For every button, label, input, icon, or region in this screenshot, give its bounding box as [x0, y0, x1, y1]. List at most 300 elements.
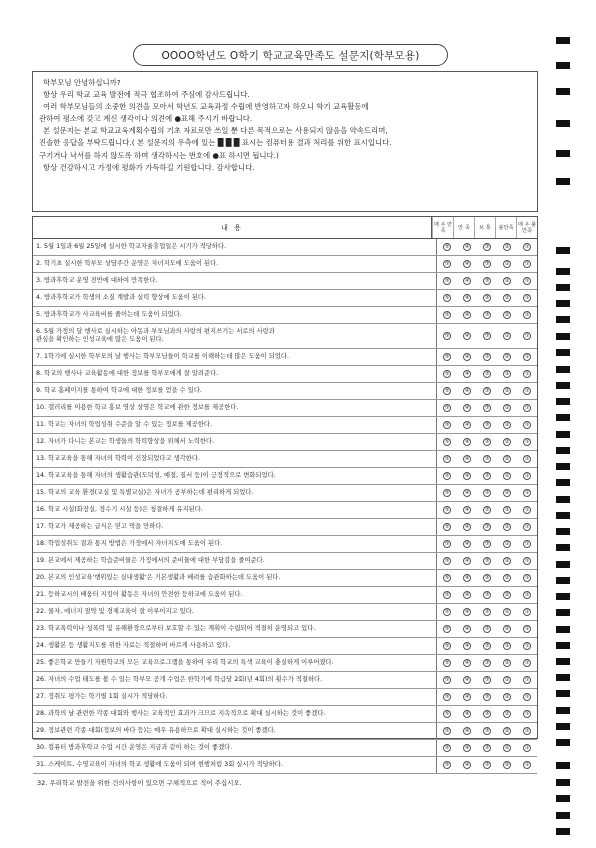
answer-circle[interactable]: ②	[504, 422, 510, 428]
answer-circle[interactable]: ④	[464, 388, 470, 394]
answer-circle[interactable]: ①	[524, 439, 530, 445]
answer-circle[interactable]: ③	[484, 694, 490, 700]
answer-circle[interactable]: ④	[464, 643, 470, 649]
answer-circle[interactable]: ⑤	[444, 660, 450, 666]
answer-circle[interactable]: ②	[504, 558, 510, 564]
answer-circle[interactable]: ①	[524, 541, 530, 547]
answer-circle[interactable]: ①	[524, 524, 530, 530]
answer-circle[interactable]: ⑤	[444, 507, 450, 513]
answer-option[interactable]	[457, 519, 477, 535]
answer-option[interactable]	[437, 672, 457, 688]
answer-circle[interactable]: ④	[464, 490, 470, 496]
answer-circle[interactable]: ④	[464, 660, 470, 666]
answer-circle[interactable]: ②	[504, 354, 510, 360]
answer-circle[interactable]: ②	[504, 660, 510, 666]
answer-option[interactable]	[517, 519, 537, 535]
answer-circle[interactable]: ③	[484, 745, 490, 751]
answer-option[interactable]	[477, 587, 497, 603]
answer-circle[interactable]: ③	[484, 312, 490, 318]
answer-option[interactable]	[517, 621, 537, 637]
answer-option[interactable]	[477, 451, 497, 467]
answer-option[interactable]	[497, 621, 517, 637]
answer-option[interactable]	[437, 570, 457, 586]
answer-circle[interactable]: ⑤	[444, 490, 450, 496]
answer-circle[interactable]: ①	[524, 575, 530, 581]
answer-circle[interactable]: ①	[524, 762, 530, 768]
answer-option[interactable]	[477, 273, 497, 289]
answer-option[interactable]	[437, 383, 457, 399]
answer-circle[interactable]: ②	[504, 490, 510, 496]
answer-option[interactable]	[477, 417, 497, 433]
answer-option[interactable]	[497, 366, 517, 382]
answer-option[interactable]	[517, 324, 537, 348]
answer-option[interactable]	[517, 757, 537, 773]
answer-option[interactable]	[517, 740, 537, 756]
answer-option[interactable]	[437, 239, 457, 255]
answer-option[interactable]	[497, 400, 517, 416]
answer-circle[interactable]: ④	[464, 609, 470, 615]
answer-circle[interactable]: ④	[464, 558, 470, 564]
answer-option[interactable]	[437, 434, 457, 450]
answer-circle[interactable]: ⑤	[444, 261, 450, 267]
answer-circle[interactable]: ①	[524, 405, 530, 411]
answer-circle[interactable]: ③	[484, 677, 490, 683]
answer-option[interactable]	[497, 536, 517, 552]
answer-option[interactable]	[477, 349, 497, 365]
answer-option[interactable]	[517, 273, 537, 289]
answer-circle[interactable]: ④	[464, 677, 470, 683]
answer-circle[interactable]: ④	[464, 439, 470, 445]
answer-option[interactable]	[437, 689, 457, 705]
answer-circle[interactable]: ①	[524, 278, 530, 284]
answer-option[interactable]	[517, 434, 537, 450]
answer-option[interactable]	[517, 239, 537, 255]
answer-circle[interactable]: ⑤	[444, 278, 450, 284]
answer-circle[interactable]: ⑤	[444, 745, 450, 751]
answer-circle[interactable]: ②	[504, 728, 510, 734]
answer-option[interactable]	[477, 689, 497, 705]
answer-option[interactable]	[517, 400, 537, 416]
answer-option[interactable]	[517, 256, 537, 272]
answer-option[interactable]	[497, 553, 517, 569]
answer-circle[interactable]: ②	[504, 626, 510, 632]
answer-option[interactable]	[477, 655, 497, 671]
answer-option[interactable]	[457, 383, 477, 399]
answer-option[interactable]	[457, 307, 477, 323]
answer-option[interactable]	[457, 706, 477, 722]
answer-circle[interactable]: ③	[484, 609, 490, 615]
answer-circle[interactable]: ④	[464, 261, 470, 267]
answer-circle[interactable]: ①	[524, 711, 530, 717]
answer-circle[interactable]: ②	[504, 312, 510, 318]
answer-circle[interactable]: ⑤	[444, 592, 450, 598]
answer-option[interactable]	[497, 468, 517, 484]
answer-circle[interactable]: ②	[504, 762, 510, 768]
answer-circle[interactable]: ④	[464, 728, 470, 734]
answer-circle[interactable]: ③	[484, 388, 490, 394]
answer-circle[interactable]: ①	[524, 694, 530, 700]
answer-circle[interactable]: ⑤	[444, 388, 450, 394]
answer-option[interactable]	[497, 638, 517, 654]
answer-option[interactable]	[497, 502, 517, 518]
answer-option[interactable]	[437, 553, 457, 569]
answer-option[interactable]	[497, 273, 517, 289]
answer-option[interactable]	[517, 502, 537, 518]
answer-circle[interactable]: ⑤	[444, 626, 450, 632]
answer-circle[interactable]: ⑤	[444, 694, 450, 700]
answer-option[interactable]	[457, 273, 477, 289]
answer-circle[interactable]: ③	[484, 728, 490, 734]
answer-circle[interactable]: ⑤	[444, 677, 450, 683]
answer-circle[interactable]: ②	[504, 405, 510, 411]
answer-option[interactable]	[517, 706, 537, 722]
answer-circle[interactable]: ④	[464, 473, 470, 479]
answer-option[interactable]	[437, 290, 457, 306]
answer-option[interactable]	[437, 468, 457, 484]
answer-circle[interactable]: ④	[464, 422, 470, 428]
answer-option[interactable]	[437, 621, 457, 637]
answer-option[interactable]	[477, 290, 497, 306]
answer-option[interactable]	[497, 587, 517, 603]
answer-option[interactable]	[517, 655, 537, 671]
answer-circle[interactable]: ⑤	[444, 541, 450, 547]
answer-circle[interactable]: ②	[504, 333, 510, 339]
answer-circle[interactable]: ③	[484, 762, 490, 768]
answer-circle[interactable]: ⑤	[444, 295, 450, 301]
answer-option[interactable]	[477, 383, 497, 399]
answer-circle[interactable]: ③	[484, 660, 490, 666]
answer-circle[interactable]: ①	[524, 609, 530, 615]
answer-option[interactable]	[477, 621, 497, 637]
answer-option[interactable]	[497, 706, 517, 722]
answer-circle[interactable]: ②	[504, 677, 510, 683]
answer-option[interactable]	[437, 451, 457, 467]
answer-option[interactable]	[437, 655, 457, 671]
answer-option[interactable]	[437, 502, 457, 518]
answer-circle[interactable]: ①	[524, 558, 530, 564]
answer-option[interactable]	[457, 621, 477, 637]
answer-circle[interactable]: ③	[484, 439, 490, 445]
answer-circle[interactable]: ⑤	[444, 439, 450, 445]
answer-option[interactable]	[477, 519, 497, 535]
answer-circle[interactable]: ③	[484, 490, 490, 496]
answer-option[interactable]	[497, 256, 517, 272]
answer-circle[interactable]: ①	[524, 660, 530, 666]
answer-option[interactable]	[437, 706, 457, 722]
answer-option[interactable]	[517, 417, 537, 433]
answer-circle[interactable]: ①	[524, 456, 530, 462]
answer-option[interactable]	[517, 383, 537, 399]
answer-circle[interactable]: ④	[464, 745, 470, 751]
answer-option[interactable]	[497, 451, 517, 467]
answer-circle[interactable]: ①	[524, 473, 530, 479]
answer-circle[interactable]: ①	[524, 592, 530, 598]
answer-circle[interactable]: ①	[524, 507, 530, 513]
answer-circle[interactable]: ④	[464, 244, 470, 250]
answer-circle[interactable]: ②	[504, 371, 510, 377]
answer-circle[interactable]: ①	[524, 295, 530, 301]
answer-option[interactable]	[497, 307, 517, 323]
answer-option[interactable]	[517, 485, 537, 501]
answer-option[interactable]	[477, 324, 497, 348]
answer-option[interactable]	[457, 451, 477, 467]
answer-option[interactable]	[477, 366, 497, 382]
answer-circle[interactable]: ①	[524, 422, 530, 428]
answer-option[interactable]	[517, 689, 537, 705]
answer-circle[interactable]: ③	[484, 626, 490, 632]
answer-circle[interactable]: ②	[504, 261, 510, 267]
answer-option[interactable]	[517, 553, 537, 569]
answer-circle[interactable]: ①	[524, 388, 530, 394]
answer-circle[interactable]: ③	[484, 711, 490, 717]
answer-circle[interactable]: ④	[464, 371, 470, 377]
answer-circle[interactable]: ⑤	[444, 473, 450, 479]
answer-circle[interactable]: ④	[464, 333, 470, 339]
answer-circle[interactable]: ④	[464, 405, 470, 411]
answer-option[interactable]	[457, 638, 477, 654]
answer-circle[interactable]: ④	[464, 507, 470, 513]
answer-circle[interactable]: ②	[504, 278, 510, 284]
answer-circle[interactable]: ④	[464, 524, 470, 530]
answer-circle[interactable]: ①	[524, 371, 530, 377]
answer-circle[interactable]: ⑤	[444, 312, 450, 318]
answer-option[interactable]	[517, 307, 537, 323]
answer-circle[interactable]: ①	[524, 244, 530, 250]
answer-option[interactable]	[457, 366, 477, 382]
answer-circle[interactable]: ②	[504, 524, 510, 530]
answer-option[interactable]	[437, 400, 457, 416]
answer-circle[interactable]: ①	[524, 312, 530, 318]
answer-option[interactable]	[437, 740, 457, 756]
answer-option[interactable]	[497, 689, 517, 705]
answer-circle[interactable]: ③	[484, 422, 490, 428]
answer-option[interactable]	[457, 256, 477, 272]
answer-option[interactable]	[477, 553, 497, 569]
answer-option[interactable]	[517, 638, 537, 654]
answer-option[interactable]	[457, 689, 477, 705]
answer-option[interactable]	[517, 451, 537, 467]
answer-option[interactable]	[497, 324, 517, 348]
answer-option[interactable]	[437, 638, 457, 654]
answer-option[interactable]	[497, 604, 517, 620]
answer-option[interactable]	[517, 587, 537, 603]
answer-option[interactable]	[477, 638, 497, 654]
answer-option[interactable]	[497, 757, 517, 773]
answer-circle[interactable]: ③	[484, 261, 490, 267]
answer-option[interactable]	[477, 570, 497, 586]
answer-option[interactable]	[457, 655, 477, 671]
answer-circle[interactable]: ②	[504, 575, 510, 581]
answer-circle[interactable]: ⑤	[444, 643, 450, 649]
answer-circle[interactable]: ④	[464, 711, 470, 717]
answer-option[interactable]	[517, 290, 537, 306]
answer-option[interactable]	[457, 468, 477, 484]
answer-circle[interactable]: ⑤	[444, 524, 450, 530]
answer-circle[interactable]: ②	[504, 694, 510, 700]
answer-circle[interactable]: ②	[504, 473, 510, 479]
answer-circle[interactable]: ⑤	[444, 354, 450, 360]
answer-option[interactable]	[477, 256, 497, 272]
answer-option[interactable]	[517, 570, 537, 586]
answer-option[interactable]	[477, 723, 497, 739]
answer-circle[interactable]: ②	[504, 745, 510, 751]
answer-circle[interactable]: ③	[484, 558, 490, 564]
answer-circle[interactable]: ③	[484, 295, 490, 301]
answer-circle[interactable]: ②	[504, 541, 510, 547]
answer-option[interactable]	[497, 417, 517, 433]
answer-option[interactable]	[497, 485, 517, 501]
answer-circle[interactable]: ③	[484, 541, 490, 547]
answer-circle[interactable]: ⑤	[444, 558, 450, 564]
answer-circle[interactable]: ③	[484, 405, 490, 411]
answer-option[interactable]	[477, 485, 497, 501]
answer-option[interactable]	[477, 502, 497, 518]
answer-circle[interactable]: ⑤	[444, 333, 450, 339]
answer-option[interactable]	[517, 366, 537, 382]
answer-circle[interactable]: ②	[504, 643, 510, 649]
answer-option[interactable]	[477, 468, 497, 484]
answer-option[interactable]	[457, 570, 477, 586]
answer-option[interactable]	[457, 536, 477, 552]
answer-option[interactable]	[497, 672, 517, 688]
answer-option[interactable]	[457, 485, 477, 501]
answer-circle[interactable]: ④	[464, 575, 470, 581]
answer-option[interactable]	[477, 400, 497, 416]
answer-option[interactable]	[497, 434, 517, 450]
answer-option[interactable]	[477, 740, 497, 756]
answer-circle[interactable]: ①	[524, 643, 530, 649]
answer-circle[interactable]: ②	[504, 388, 510, 394]
answer-option[interactable]	[437, 273, 457, 289]
answer-option[interactable]	[477, 307, 497, 323]
answer-option[interactable]	[497, 349, 517, 365]
answer-circle[interactable]: ②	[504, 439, 510, 445]
answer-option[interactable]	[457, 417, 477, 433]
answer-option[interactable]	[477, 239, 497, 255]
answer-circle[interactable]: ④	[464, 354, 470, 360]
answer-circle[interactable]: ④	[464, 762, 470, 768]
answer-circle[interactable]: ③	[484, 278, 490, 284]
answer-option[interactable]	[437, 324, 457, 348]
answer-circle[interactable]: ④	[464, 626, 470, 632]
answer-option[interactable]	[497, 723, 517, 739]
answer-option[interactable]	[457, 723, 477, 739]
answer-circle[interactable]: ②	[504, 507, 510, 513]
answer-option[interactable]	[517, 723, 537, 739]
answer-circle[interactable]: ②	[504, 592, 510, 598]
answer-circle[interactable]: ②	[504, 711, 510, 717]
answer-option[interactable]	[497, 655, 517, 671]
answer-option[interactable]	[497, 239, 517, 255]
answer-option[interactable]	[437, 485, 457, 501]
answer-option[interactable]	[497, 740, 517, 756]
answer-circle[interactable]: ①	[524, 626, 530, 632]
answer-option[interactable]	[457, 324, 477, 348]
answer-circle[interactable]: ③	[484, 354, 490, 360]
answer-option[interactable]	[477, 672, 497, 688]
answer-circle[interactable]: ①	[524, 333, 530, 339]
answer-circle[interactable]: ③	[484, 371, 490, 377]
answer-option[interactable]	[477, 757, 497, 773]
answer-circle[interactable]: ⑤	[444, 762, 450, 768]
answer-option[interactable]	[457, 349, 477, 365]
answer-circle[interactable]: ③	[484, 473, 490, 479]
answer-circle[interactable]: ②	[504, 456, 510, 462]
answer-option[interactable]	[437, 349, 457, 365]
answer-circle[interactable]: ⑤	[444, 609, 450, 615]
answer-circle[interactable]: ③	[484, 592, 490, 598]
answer-option[interactable]	[497, 383, 517, 399]
answer-option[interactable]	[457, 604, 477, 620]
answer-circle[interactable]: ⑤	[444, 371, 450, 377]
answer-option[interactable]	[497, 519, 517, 535]
answer-option[interactable]	[437, 256, 457, 272]
answer-circle[interactable]: ④	[464, 312, 470, 318]
answer-option[interactable]	[437, 417, 457, 433]
answer-circle[interactable]: ④	[464, 592, 470, 598]
answer-option[interactable]	[437, 604, 457, 620]
answer-option[interactable]	[477, 604, 497, 620]
answer-option[interactable]	[477, 434, 497, 450]
answer-option[interactable]	[437, 757, 457, 773]
answer-option[interactable]	[497, 290, 517, 306]
answer-circle[interactable]: ①	[524, 728, 530, 734]
answer-circle[interactable]: ③	[484, 456, 490, 462]
answer-circle[interactable]: ⑤	[444, 422, 450, 428]
answer-circle[interactable]: ④	[464, 278, 470, 284]
answer-circle[interactable]: ⑤	[444, 575, 450, 581]
answer-option[interactable]	[477, 706, 497, 722]
answer-option[interactable]	[457, 400, 477, 416]
answer-circle[interactable]: ③	[484, 643, 490, 649]
answer-option[interactable]	[457, 553, 477, 569]
answer-option[interactable]	[457, 502, 477, 518]
answer-circle[interactable]: ③	[484, 507, 490, 513]
answer-circle[interactable]: ④	[464, 456, 470, 462]
answer-circle[interactable]: ①	[524, 745, 530, 751]
answer-circle[interactable]: ⑤	[444, 456, 450, 462]
answer-circle[interactable]: ⑤	[444, 405, 450, 411]
answer-circle[interactable]: ①	[524, 261, 530, 267]
answer-circle[interactable]: ②	[504, 244, 510, 250]
answer-circle[interactable]: ⑤	[444, 244, 450, 250]
answer-option[interactable]	[457, 740, 477, 756]
answer-option[interactable]	[517, 604, 537, 620]
answer-circle[interactable]: ③	[484, 333, 490, 339]
answer-option[interactable]	[457, 587, 477, 603]
answer-option[interactable]	[517, 349, 537, 365]
answer-option[interactable]	[457, 434, 477, 450]
answer-circle[interactable]: ②	[504, 609, 510, 615]
answer-option[interactable]	[437, 366, 457, 382]
answer-option[interactable]	[457, 239, 477, 255]
answer-circle[interactable]: ④	[464, 694, 470, 700]
answer-option[interactable]	[517, 672, 537, 688]
answer-option[interactable]	[457, 757, 477, 773]
answer-option[interactable]	[437, 536, 457, 552]
answer-circle[interactable]: ②	[504, 295, 510, 301]
answer-option[interactable]	[457, 290, 477, 306]
answer-circle[interactable]: ③	[484, 244, 490, 250]
answer-circle[interactable]: ④	[464, 295, 470, 301]
answer-circle[interactable]: ⑤	[444, 711, 450, 717]
answer-circle[interactable]: ①	[524, 490, 530, 496]
answer-option[interactable]	[437, 307, 457, 323]
answer-circle[interactable]: ①	[524, 354, 530, 360]
answer-option[interactable]	[517, 536, 537, 552]
answer-option[interactable]	[477, 536, 497, 552]
answer-circle[interactable]: ④	[464, 541, 470, 547]
